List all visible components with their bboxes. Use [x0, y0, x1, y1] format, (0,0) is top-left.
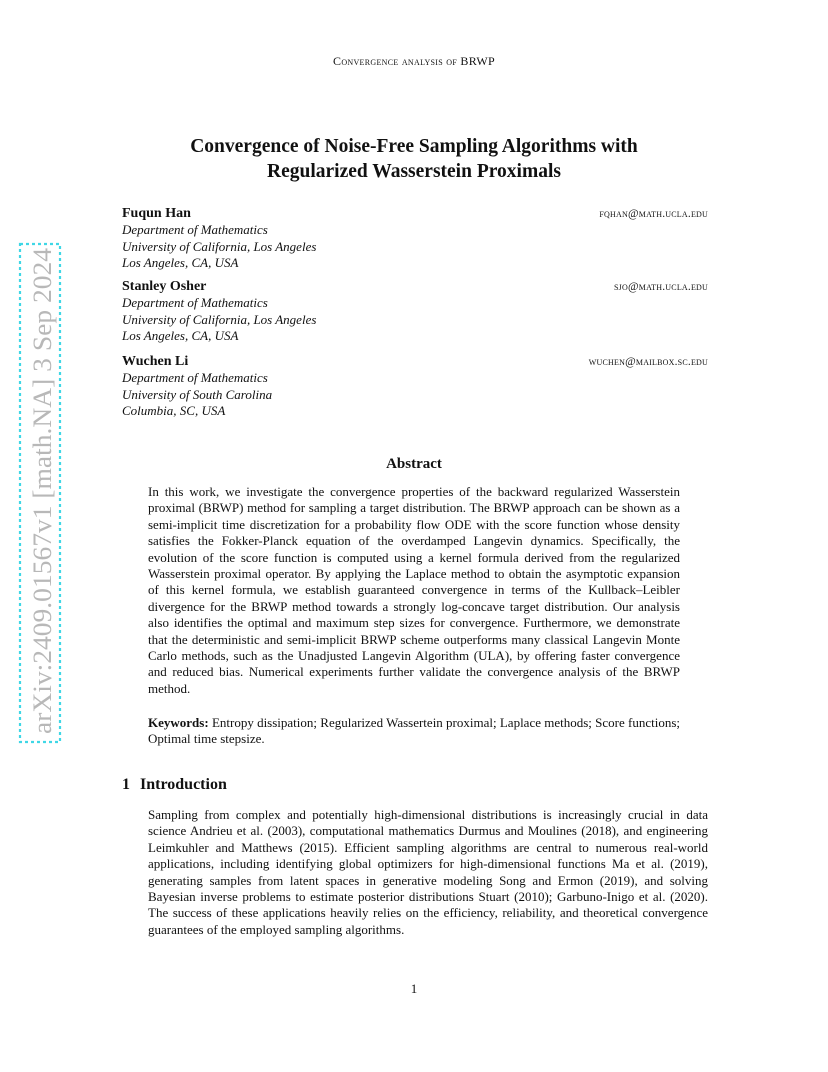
author-email[interactable]: wuchen@mailbox.sc.edu [588, 356, 708, 368]
arxiv-stamp [16, 240, 64, 746]
abstract-heading: Abstract [386, 456, 442, 472]
author-email[interactable]: fqhan@math.ucla.edu [599, 208, 708, 220]
author-block [122, 354, 708, 420]
section-number: 1 [122, 776, 130, 793]
arxiv-stamp-text: arXiv:2409.01567v1 [math.NA] 3 Sep 2024 [27, 265, 57, 734]
author-name: Fuqun Han [122, 206, 191, 221]
author-block [122, 206, 708, 272]
section-title: Introduction [140, 776, 227, 793]
author-email[interactable]: sjo@math.ucla.edu [614, 281, 708, 293]
paper-title [60, 134, 768, 184]
author-affiliation-line: Department of Mathematics [122, 295, 268, 310]
keywords-label: Keywords: [148, 715, 209, 730]
running-head: Convergence analysis of BRWP [333, 54, 495, 68]
author-affiliation-line: University of California, Los Angeles [122, 238, 317, 254]
page-number: 1 [410, 981, 418, 996]
title-line: Regularized Wasserstein Proximals [267, 161, 561, 182]
author-block [122, 279, 708, 345]
author-name: Stanley Osher [122, 279, 207, 294]
author-affiliation-line: University of South Carolina [122, 386, 273, 402]
author-affiliation-line: Los Angeles, CA, USA [122, 328, 239, 343]
author-affiliation-line: Columbia, SC, USA [122, 403, 226, 418]
author-affiliation-line: Department of Mathematics [122, 370, 268, 385]
intro-paragraph: Sampling from complex and potentially high-dimensional distributions is increasingly crucial in data science Andrieu et al. (2003), computational mathematics Durmus and Moulines (2018), and engineering Leimkuhler and Matthews (2015). Efficient sampling algorithms are central to numerous real-world applications, including identifying global optimizers for high-dimensional functions Ma et al. (2019), generating samples from latent spaces in generative modeling Song and Ermon (2019), and solving Bayesian inverse problems to estimate posterior distributions Stuart (2010); Garbuno-Inigo et al. (2020). The success of these applications heavily relies on the efficiency, reliability, and theoretical convergence guarantees of the employed sampling algorithms. [148, 807, 708, 937]
author-affiliation-line: Department of Mathematics [122, 222, 268, 237]
keywords [148, 715, 680, 748]
author-affiliation-line: University of California, Los Angeles [122, 311, 317, 327]
title-line: Convergence of Noise-Free Sampling Algorithms with [190, 136, 638, 157]
abstract-text: In this work, we investigate the convergence properties of the backward regularized Wasserstein proximal (BRWP) method for sampling a target distribution. The BRWP approach can be shown as a semi-implicit time discretization for a probability flow ODE with the score function whose density satisfies the Fokker-Planck equation of the overdamped Langevin dynamics. Specifically, the evolution of the score function is computed using a kernel formula derived from the regularized Wasserstein proximal operator. By applying the Laplace method to obtain the asymptotic expansion of this kernel formula, we establish guaranteed convergence in terms of the Kullback–Leibler divergence for the BRWP method towards a strongly log-concave target distribution. Our analysis also identifies the optimal and maximum step sizes for convergence. Furthermore, we demonstrate that the deterministic and semi-implicit BRWP scheme outperforms many classical Langevin Monte Carlo methods, such as the Unadjusted Langevin Algorithm (ULA), by offering faster convergence and reduced bias. Numerical experiments further validate the convergence analysis of the BRWP method. [148, 484, 680, 696]
author-name: Wuchen Li [122, 354, 189, 369]
section-heading [122, 776, 227, 794]
author-affiliation-line: Los Angeles, CA, USA [122, 255, 239, 270]
keywords-text: Entropy dissipation; Regularized Wassertein proximal; Laplace methods; Score functions; Optimal time stepsize. [148, 715, 681, 747]
